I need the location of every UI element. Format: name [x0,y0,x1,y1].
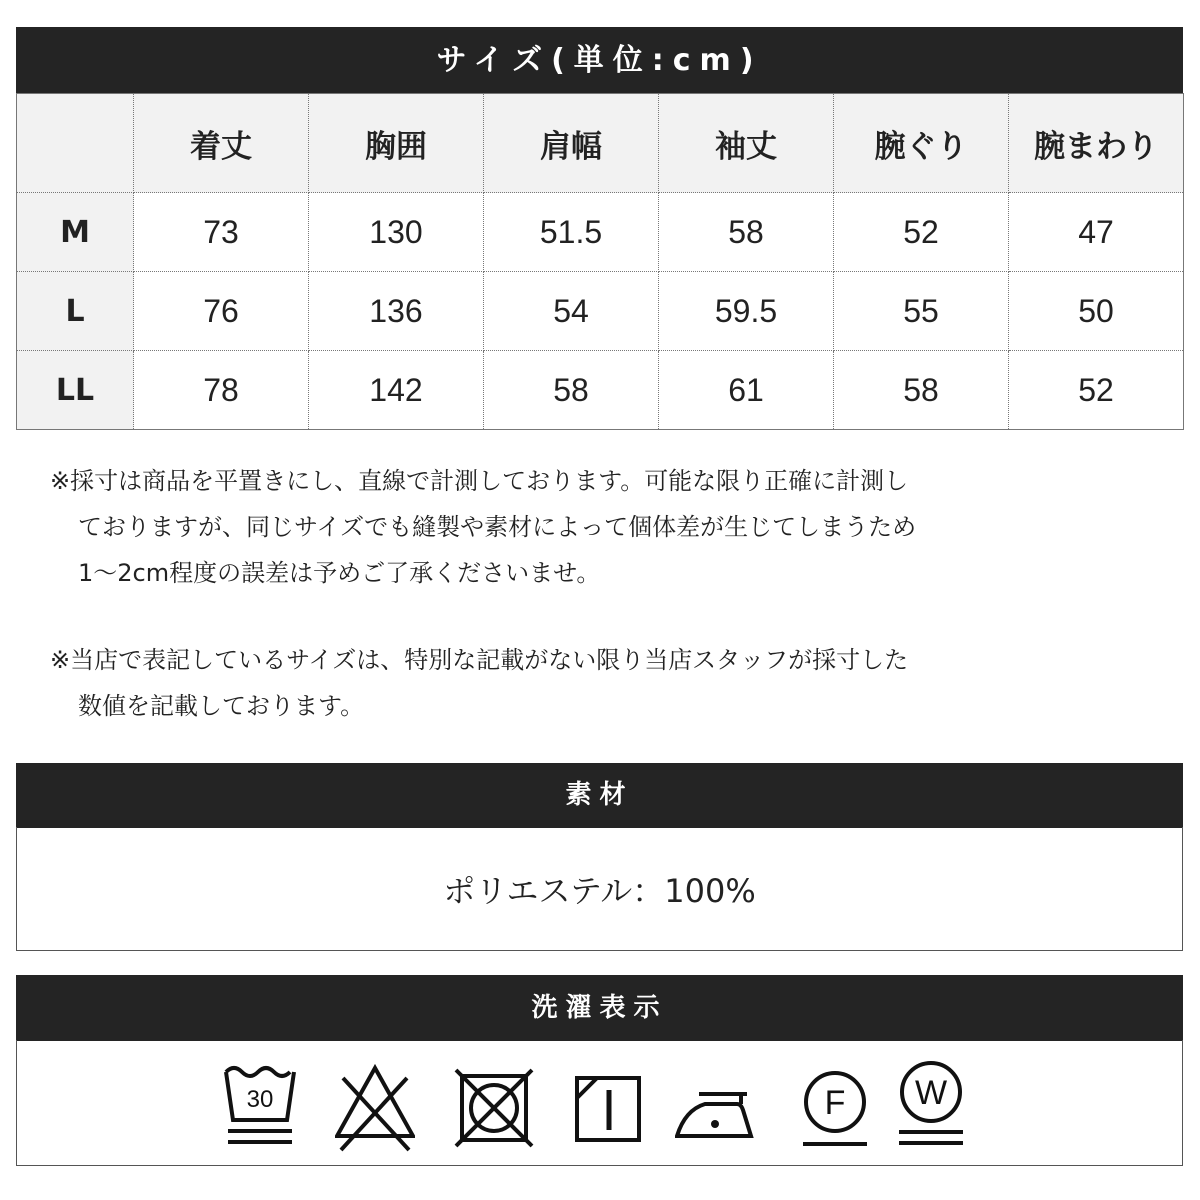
iron-low-icon [675,1058,755,1158]
laundry-symbols-box [16,1040,1183,1166]
line-dry-icon [569,1058,649,1158]
table-row [17,351,1184,430]
no-tumble-dry-icon [454,1058,534,1158]
note-line: ※当店で表記しているサイズは、特別な記載がない限り当店スタッフが採寸した [50,646,909,674]
row-size-label: L [17,272,134,351]
material-section-title: 素材 [16,763,1183,828]
column-header: 袖丈 [659,94,834,193]
column-header: 胸囲 [309,94,484,193]
table-cell: 136 [309,272,484,351]
table-cell: 78 [134,351,309,430]
note-line: 数値を記載しております。 [78,692,365,720]
wet-clean-very-gentle-icon [891,1058,971,1158]
wash-temperature-label: 30 [246,1086,274,1113]
dry-clean-f-gentle-icon [795,1058,875,1158]
table-row [17,272,1184,351]
table-cell: 61 [659,351,834,430]
size-section-title: サイズ(単位:cm) [16,27,1183,94]
table-cell: 55 [834,272,1009,351]
table-cell: 76 [134,272,309,351]
column-header: 肩幅 [484,94,659,193]
table-cell: 58 [659,193,834,272]
size-table-header-row [17,94,1184,193]
table-cell: 54 [484,272,659,351]
note-line: ておりますが、同じサイズでも縫製や素材によって個体差が生じてしまうため [78,513,917,541]
size-label-note [50,637,1110,729]
table-cell: 59.5 [659,272,834,351]
table-cell: 73 [134,193,309,272]
column-header: 腕まわり [1009,94,1184,193]
measurement-note [50,458,1110,596]
wash-30-very-gentle-icon [220,1058,300,1158]
table-cell: 52 [1009,351,1184,430]
table-cell: 130 [309,193,484,272]
size-table [16,93,1184,430]
table-row [17,193,1184,272]
dry-clean-solvent-label: F [824,1084,846,1122]
table-cell: 50 [1009,272,1184,351]
table-cell: 58 [834,351,1009,430]
table-cell: 51.5 [484,193,659,272]
column-header: 着丈 [134,94,309,193]
no-bleach-icon [335,1058,415,1158]
size-table-corner [17,94,134,193]
note-line: ※採寸は商品を平置きにし、直線で計測しております。可能な限り正確に計測し [50,467,909,495]
table-cell: 142 [309,351,484,430]
row-size-label: M [17,193,134,272]
material-text: ポリエステル：100% [443,871,756,910]
row-size-label: LL [17,351,134,430]
table-cell: 47 [1009,193,1184,272]
column-header: 腕ぐり [834,94,1009,193]
laundry-section-title: 洗濯表示 [16,975,1183,1041]
table-cell: 58 [484,351,659,430]
note-line: 1～2cm程度の誤差は予めご了承くださいませ。 [78,559,601,587]
wet-clean-label: W [914,1074,948,1112]
material-box [16,827,1183,951]
table-cell: 52 [834,193,1009,272]
